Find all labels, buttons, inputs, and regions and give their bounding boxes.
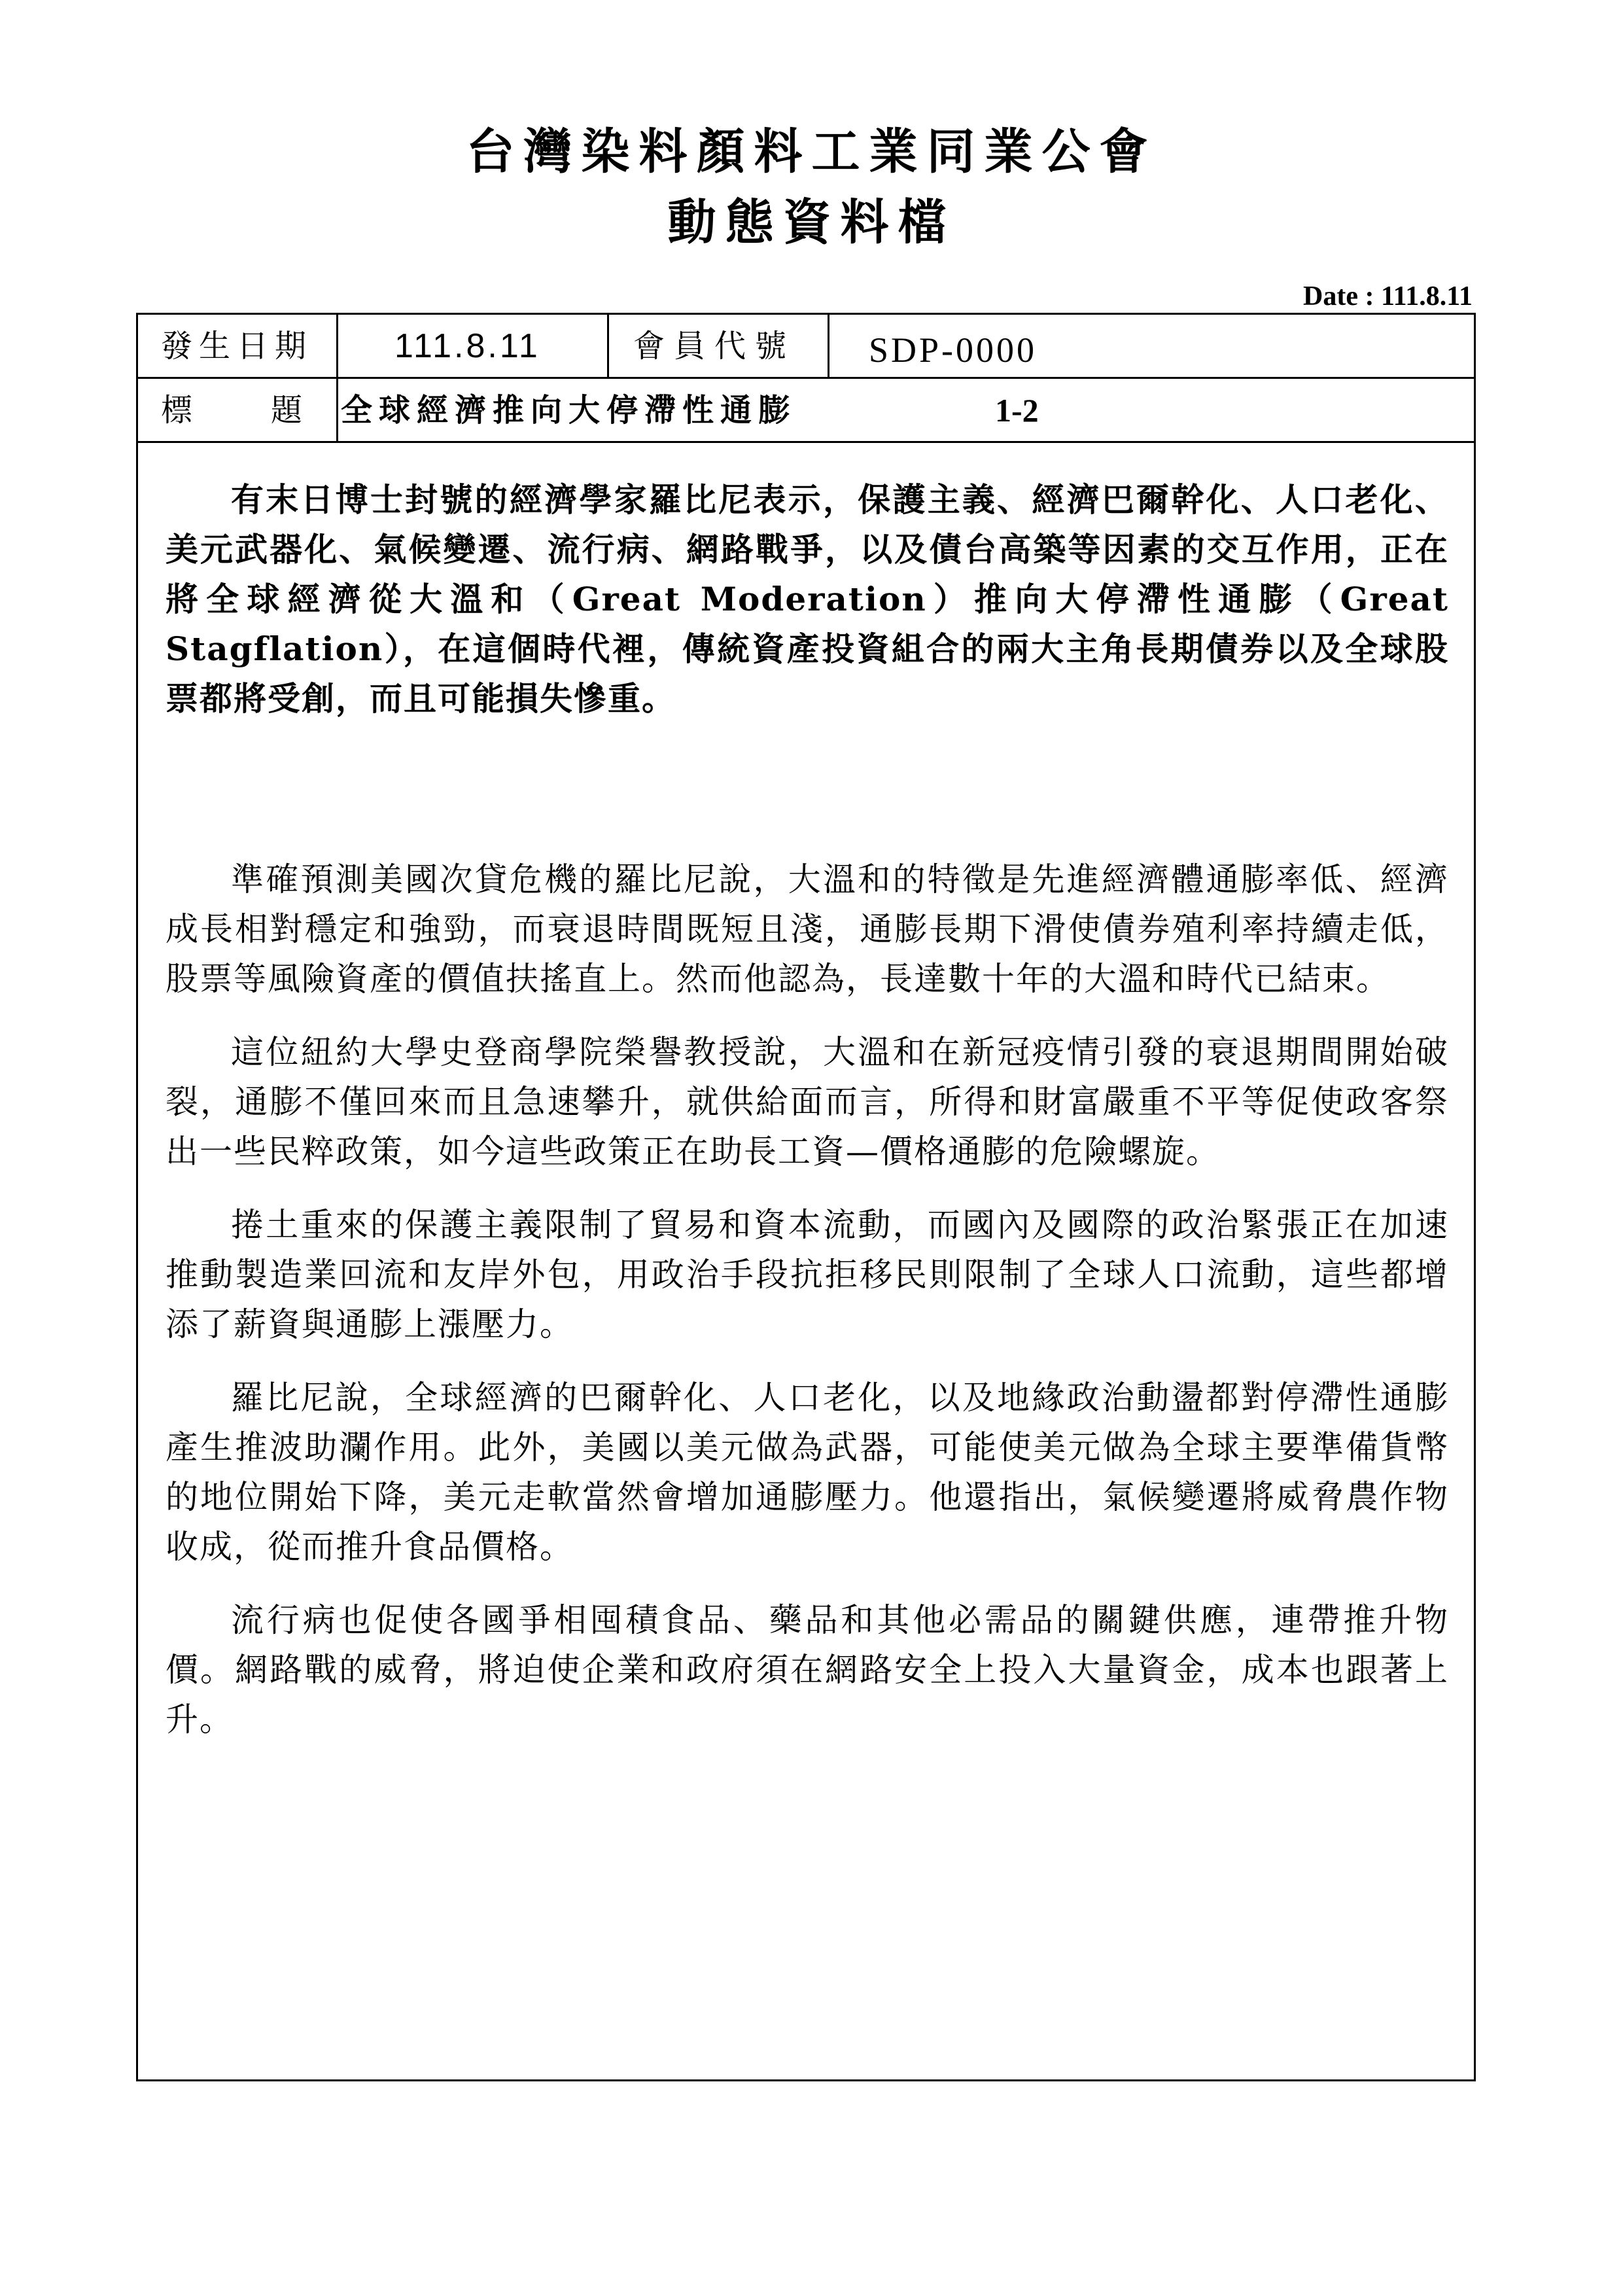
row-divider bbox=[138, 441, 1474, 443]
occurrence-date-value: 111.8.11 bbox=[394, 327, 540, 365]
member-code-value: SDP-0000 bbox=[869, 330, 1038, 370]
column-divider bbox=[607, 315, 609, 377]
page-indicator: 1-2 bbox=[995, 392, 1039, 429]
subject-label: 題 bbox=[271, 392, 303, 429]
organization-name: 台灣染料顏料工業同業公會 bbox=[466, 124, 1157, 180]
body-paragraph: 羅比尼說，全球經濟的巴爾幹化、人口老化，以及地緣政治動盪都對停滯性通膨產生推波助瀾作用。此外，美國以美元做為武器，可能使美元做為全球主要準備貨幣的地位開始下降，美元走軟當然會增加通膨壓力。他還指出，氣候變遷將威脅農作物收成，從而推升食品價格。 bbox=[166, 1379, 1449, 1566]
column-divider bbox=[828, 315, 829, 377]
row-divider bbox=[138, 377, 1474, 379]
member-code-label: 會員代號 bbox=[633, 328, 796, 364]
document-type-title: 動態資料檔 bbox=[667, 194, 956, 251]
body-paragraph: 這位紐約大學史登商學院榮譽教授說，大溫和在新冠疫情引發的衰退期間開始破裂，通膨不僅回來而且急速攀升，就供給面而言，所得和財富嚴重不平等促使政客祭出一些民粹政策，如今這些政策正在助長工資—價格通膨的危險螺旋。 bbox=[166, 1033, 1449, 1171]
record-form bbox=[136, 313, 1476, 2081]
subject-value: 全球經濟推向大停滯性通膨 bbox=[341, 392, 797, 429]
article-body bbox=[166, 475, 1449, 1768]
column-divider bbox=[336, 315, 338, 441]
subject-label: 標 bbox=[161, 392, 193, 429]
body-paragraph: 流行病也促使各國爭相囤積食品、藥品和其他必需品的關鍵供應，連帶推升物價。網路戰的威脅，將迫使企業和政府須在網路安全上投入大量資金，成本也跟著上升。 bbox=[166, 1601, 1449, 1739]
body-paragraph: 準確預測美國次貸危機的羅比尼說，大溫和的特徵是先進經濟體通膨率低、經濟成長相對穩定和強勁，而衰退時間既短且淺，通膨長期下滑使債券殖利率持續走低，股票等風險資產的價值扶搖直上。然而他認為，長達數十年的大溫和時代已結束。 bbox=[166, 860, 1449, 998]
lead-paragraph: 有末日博士封號的經濟學家羅比尼表示，保護主義、經濟巴爾幹化、人口老化、美元武器化、氣候變遷、流行病、網路戰爭，以及債台高築等因素的交互作用，正在將全球經濟從大溫和（Great Moderation）推向大停滯性通膨（Great Stagflation），在這個時代裡，傳統資產投資組合的兩大主角長期債券以及全球股票都將受創，而且可能損失慘重。 bbox=[166, 480, 1449, 718]
document-date: Date : 111.8.11 bbox=[1303, 281, 1473, 311]
occurrence-date-label: 發生日期 bbox=[161, 328, 313, 364]
body-paragraph: 捲土重來的保護主義限制了貿易和資本流動，而國內及國際的政治緊張正在加速推動製造業回流和友岸外包，用政治手段抗拒移民則限制了全球人口流動，這些都增添了薪資與通膨上漲壓力。 bbox=[166, 1206, 1449, 1343]
